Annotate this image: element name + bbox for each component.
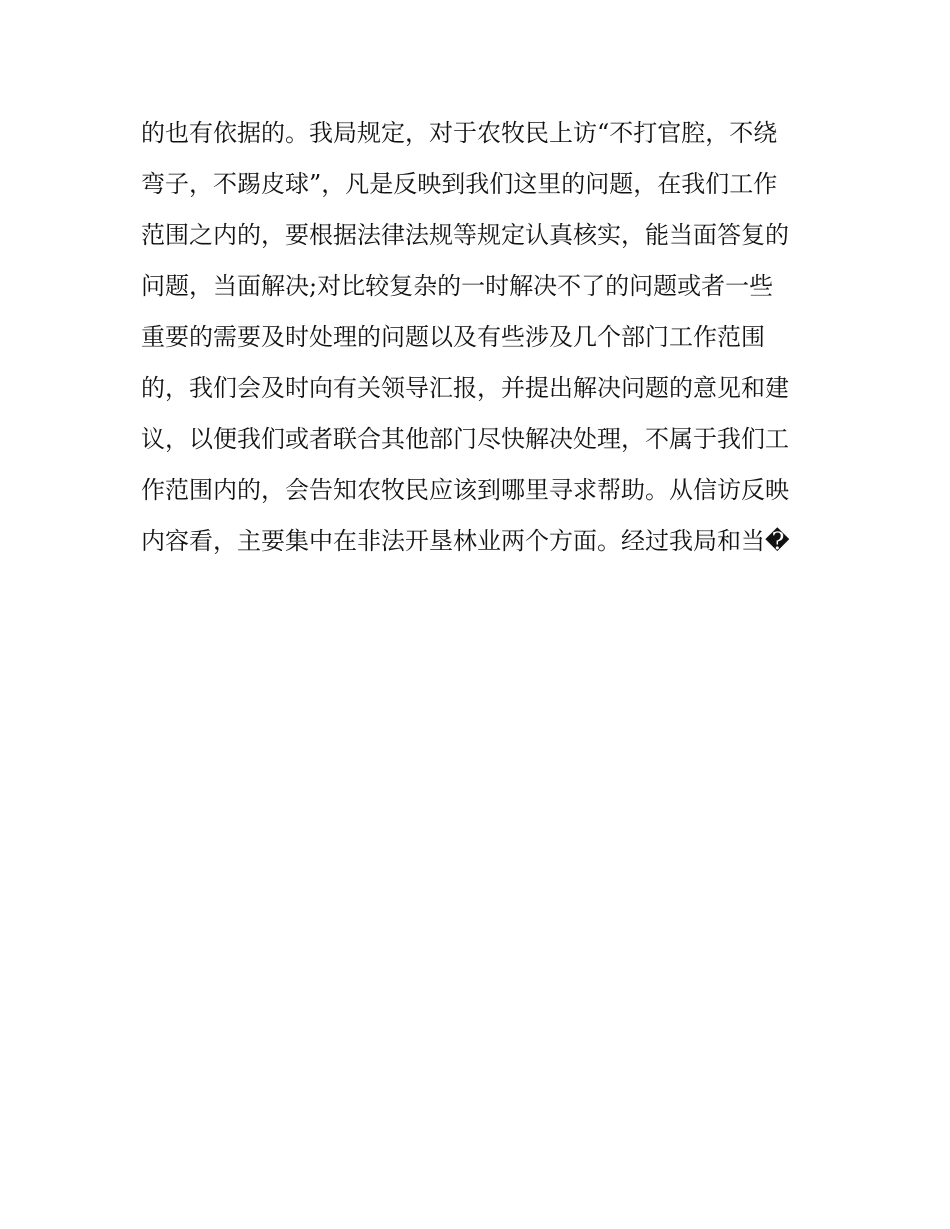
text-line: 内容看，主要集中在非法开垦林业两个方面。经过我局和当� (141, 527, 790, 555)
text-line: 范围之内的，要根据法律法规等规定认真核实，能当面答复的 (141, 221, 789, 249)
text-line: 的也有依据的。我局规定，对于农牧民上访“不打官腔，不绕 (141, 119, 778, 147)
text-line: 重要的需要及时处理的问题以及有些涉及几个部门工作范围 (141, 323, 765, 351)
text-line: 的，我们会及时向有关领导汇报，并提出解决问题的意见和建 (141, 374, 789, 402)
text-line: 弯子，不踢皮球”，凡是反映到我们这里的问题，在我们工作 (141, 170, 778, 198)
text-line: 问题，当面解决;对比较复杂的一时解决不了的问题或者一些 (141, 272, 774, 300)
body-paragraph (141, 108, 821, 567)
text-line: 作范围内的，会告知农牧民应该到哪里寻求帮助。从信访反映 (141, 476, 789, 504)
text-line: 议，以便我们或者联合其他部门尽快解决处理，不属于我们工 (141, 425, 789, 453)
